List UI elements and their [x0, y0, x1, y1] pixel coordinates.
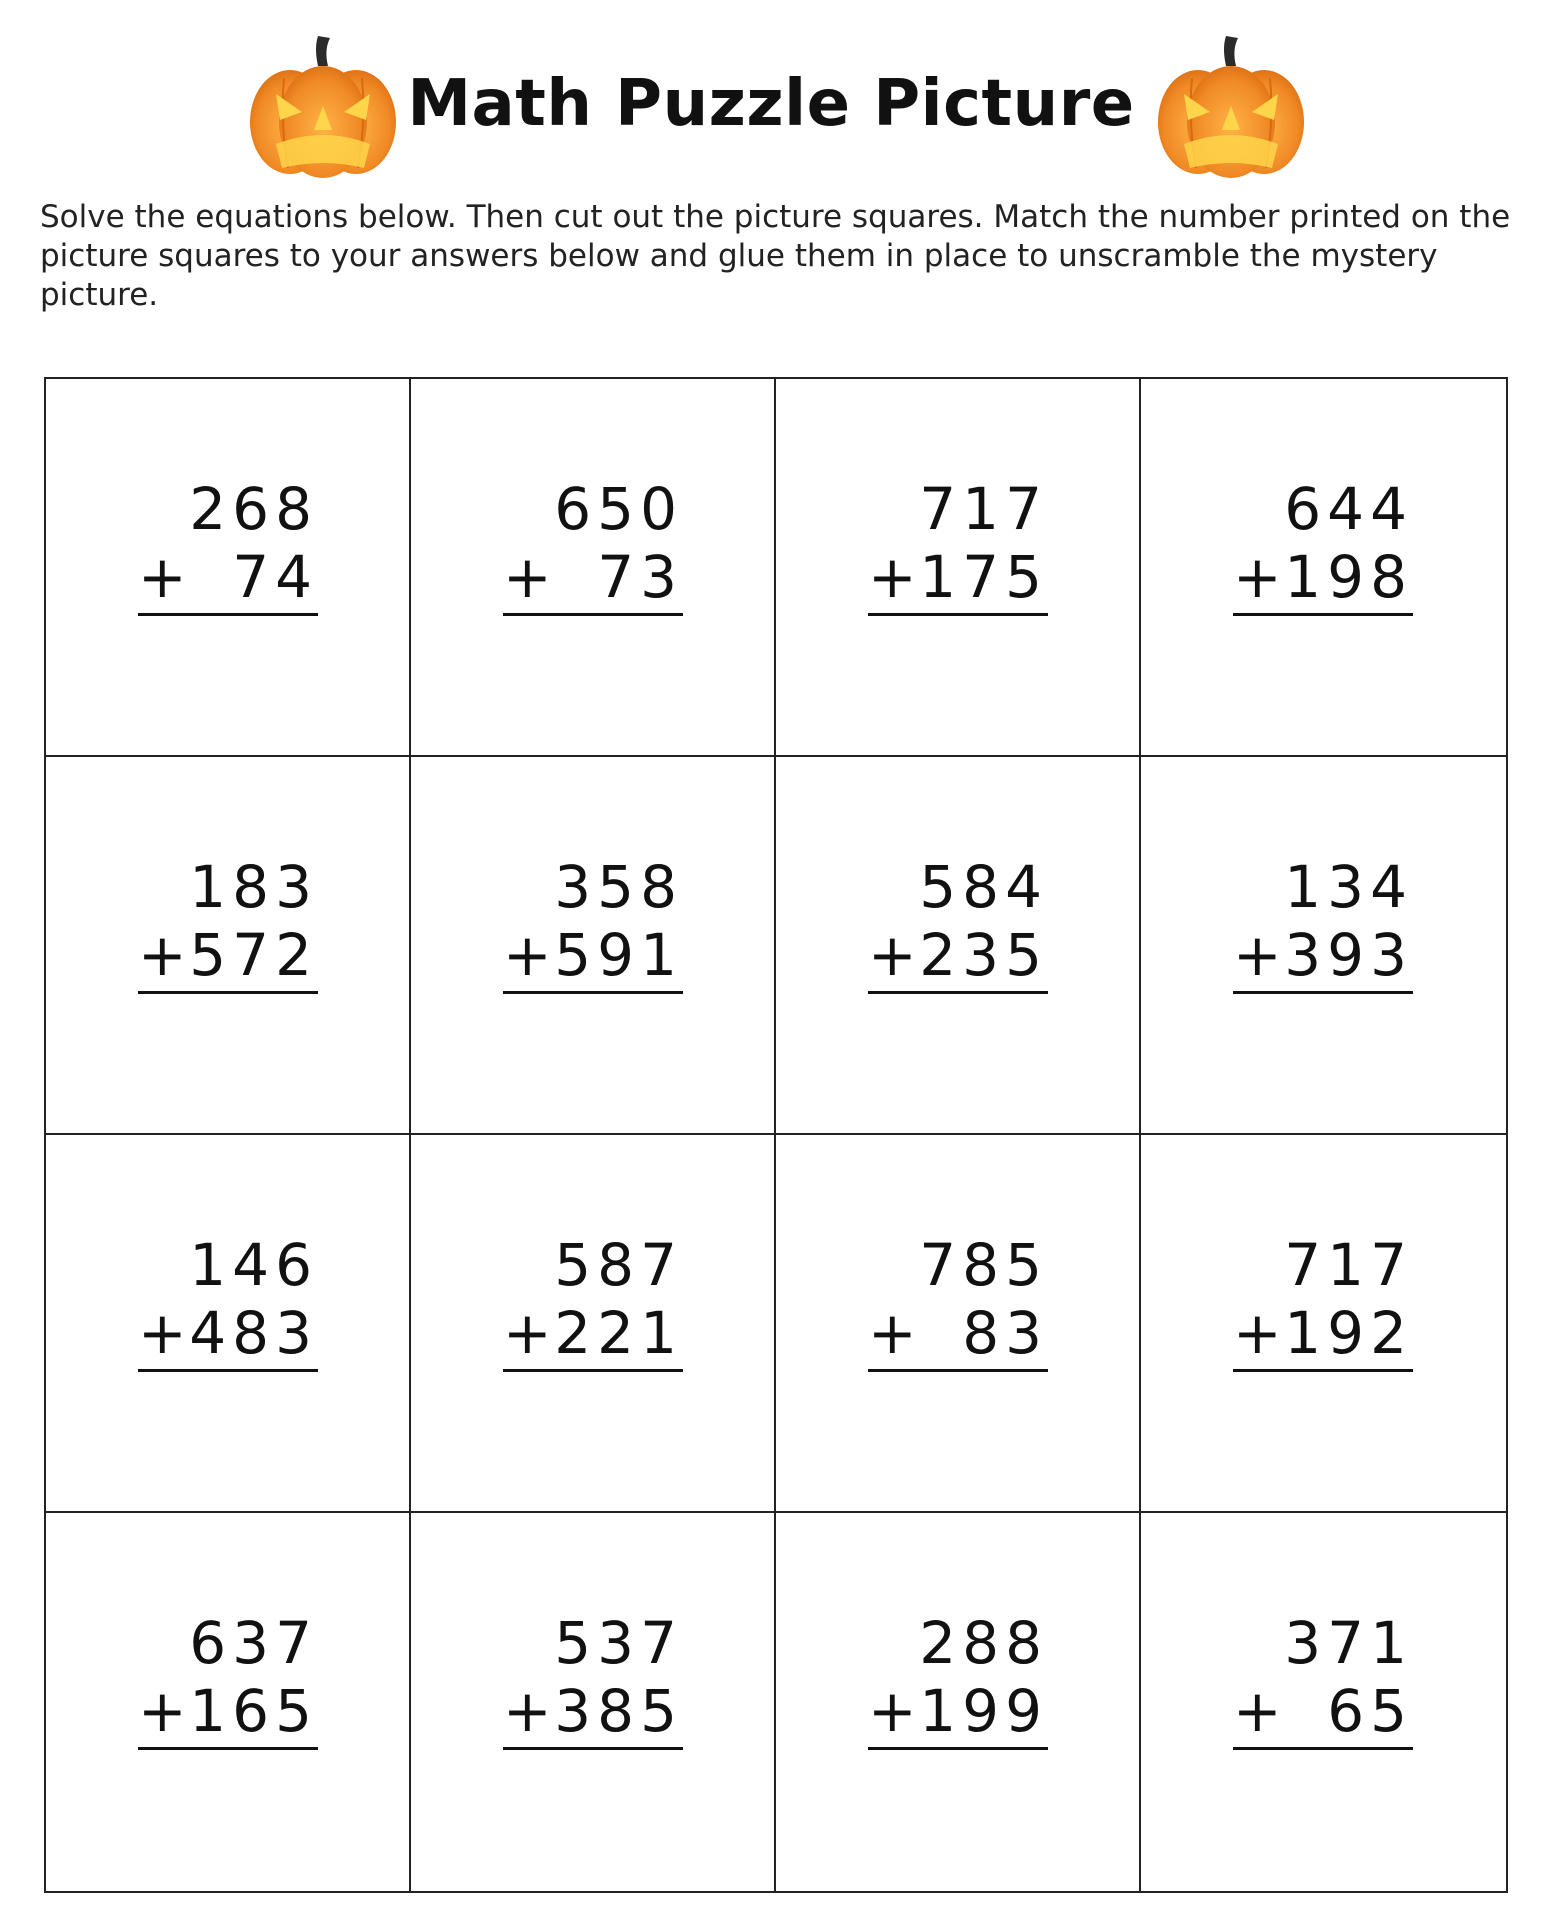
problem-cell [46, 1135, 411, 1513]
addend-bottom: 175 [919, 543, 1048, 611]
problem-cell [776, 757, 1141, 1135]
answer-line [138, 1747, 318, 1750]
problem-cell [1141, 757, 1506, 1135]
problem-cell [411, 1135, 776, 1513]
addend-bottom: 65 [1327, 1677, 1413, 1745]
plus-sign: + [138, 543, 193, 611]
addend-bottom: 73 [597, 543, 683, 611]
plus-sign: + [1233, 543, 1288, 611]
problem-cell [776, 1135, 1141, 1513]
addend-bottom: 385 [554, 1677, 683, 1745]
addition-problem [503, 1231, 683, 1367]
addend-top: 537 [554, 1609, 683, 1677]
plus-sign: + [868, 543, 923, 611]
addend-top: 288 [919, 1609, 1048, 1677]
plus-sign: + [138, 1299, 193, 1367]
addend-top: 644 [1284, 475, 1413, 543]
addend-bottom: 74 [232, 543, 318, 611]
addend-bottom: 198 [1284, 543, 1413, 611]
addition-problem [868, 853, 1048, 989]
addend-top: 268 [189, 475, 318, 543]
addition-problem [503, 853, 683, 989]
addend-top: 358 [554, 853, 683, 921]
addition-problem [503, 475, 683, 611]
addend-bottom: 83 [962, 1299, 1048, 1367]
plus-sign: + [503, 543, 558, 611]
problem-cell [46, 379, 411, 757]
addition-problem [1233, 853, 1413, 989]
addition-problem [1233, 475, 1413, 611]
problem-cell [411, 1513, 776, 1891]
answer-line [138, 1369, 318, 1372]
problem-grid [44, 377, 1508, 1893]
addend-bottom: 235 [919, 921, 1048, 989]
addend-top: 637 [189, 1609, 318, 1677]
problem-cell [46, 1513, 411, 1891]
addition-problem [503, 1609, 683, 1745]
addend-bottom: 483 [189, 1299, 318, 1367]
addend-bottom: 192 [1284, 1299, 1413, 1367]
addition-problem [1233, 1609, 1413, 1745]
addend-bottom: 393 [1284, 921, 1413, 989]
addend-top: 785 [919, 1231, 1048, 1299]
plus-sign: + [868, 921, 923, 989]
addend-top: 717 [919, 475, 1048, 543]
addition-problem [138, 853, 318, 989]
addition-problem [1233, 1231, 1413, 1367]
answer-line [503, 991, 683, 994]
answer-line [503, 1369, 683, 1372]
plus-sign: + [138, 921, 193, 989]
plus-sign: + [503, 921, 558, 989]
addend-top: 371 [1284, 1609, 1413, 1677]
answer-line [1233, 991, 1413, 994]
answer-line [138, 991, 318, 994]
answer-line [868, 991, 1048, 994]
addend-top: 717 [1284, 1231, 1413, 1299]
instructions-text: Solve the equations below. Then cut out the picture squares. Match the number printed on the picture squares to your answers below and glue them in place to unscramble the mystery picture. [40, 199, 1511, 313]
problem-cell [46, 757, 411, 1135]
addition-problem [868, 1609, 1048, 1745]
addition-problem [138, 1609, 318, 1745]
addition-problem [868, 475, 1048, 611]
addend-top: 183 [189, 853, 318, 921]
addend-bottom: 572 [189, 921, 318, 989]
problem-cell [411, 379, 776, 757]
addend-bottom: 221 [554, 1299, 683, 1367]
answer-line [138, 613, 318, 616]
problem-cell [776, 379, 1141, 757]
addend-top: 134 [1284, 853, 1413, 921]
answer-line [868, 613, 1048, 616]
addend-top: 587 [554, 1231, 683, 1299]
addend-top: 650 [554, 475, 683, 543]
jack-o-lantern-icon [1148, 30, 1314, 180]
addition-problem [138, 1231, 318, 1367]
answer-line [1233, 613, 1413, 616]
page-header [0, 0, 1542, 180]
plus-sign: + [868, 1677, 923, 1745]
addend-bottom: 165 [189, 1677, 318, 1745]
problem-cell [1141, 1135, 1506, 1513]
plus-sign: + [503, 1299, 558, 1367]
plus-sign: + [1233, 921, 1288, 989]
addition-problem [138, 475, 318, 611]
problem-cell [411, 757, 776, 1135]
plus-sign: + [868, 1299, 923, 1367]
answer-line [868, 1747, 1048, 1750]
problem-cell [1141, 1513, 1506, 1891]
answer-line [1233, 1747, 1413, 1750]
addend-top: 146 [189, 1231, 318, 1299]
addend-top: 584 [919, 853, 1048, 921]
answer-line [503, 613, 683, 616]
problem-cell [1141, 379, 1506, 757]
plus-sign: + [1233, 1299, 1288, 1367]
answer-line [1233, 1369, 1413, 1372]
problem-cell [776, 1513, 1141, 1891]
plus-sign: + [503, 1677, 558, 1745]
answer-line [503, 1747, 683, 1750]
page-title: Math Puzzle Picture [407, 67, 1135, 141]
plus-sign: + [138, 1677, 193, 1745]
addition-problem [868, 1231, 1048, 1367]
plus-sign: + [1233, 1677, 1288, 1745]
addend-bottom: 591 [554, 921, 683, 989]
addend-bottom: 199 [919, 1677, 1048, 1745]
answer-line [868, 1369, 1048, 1372]
